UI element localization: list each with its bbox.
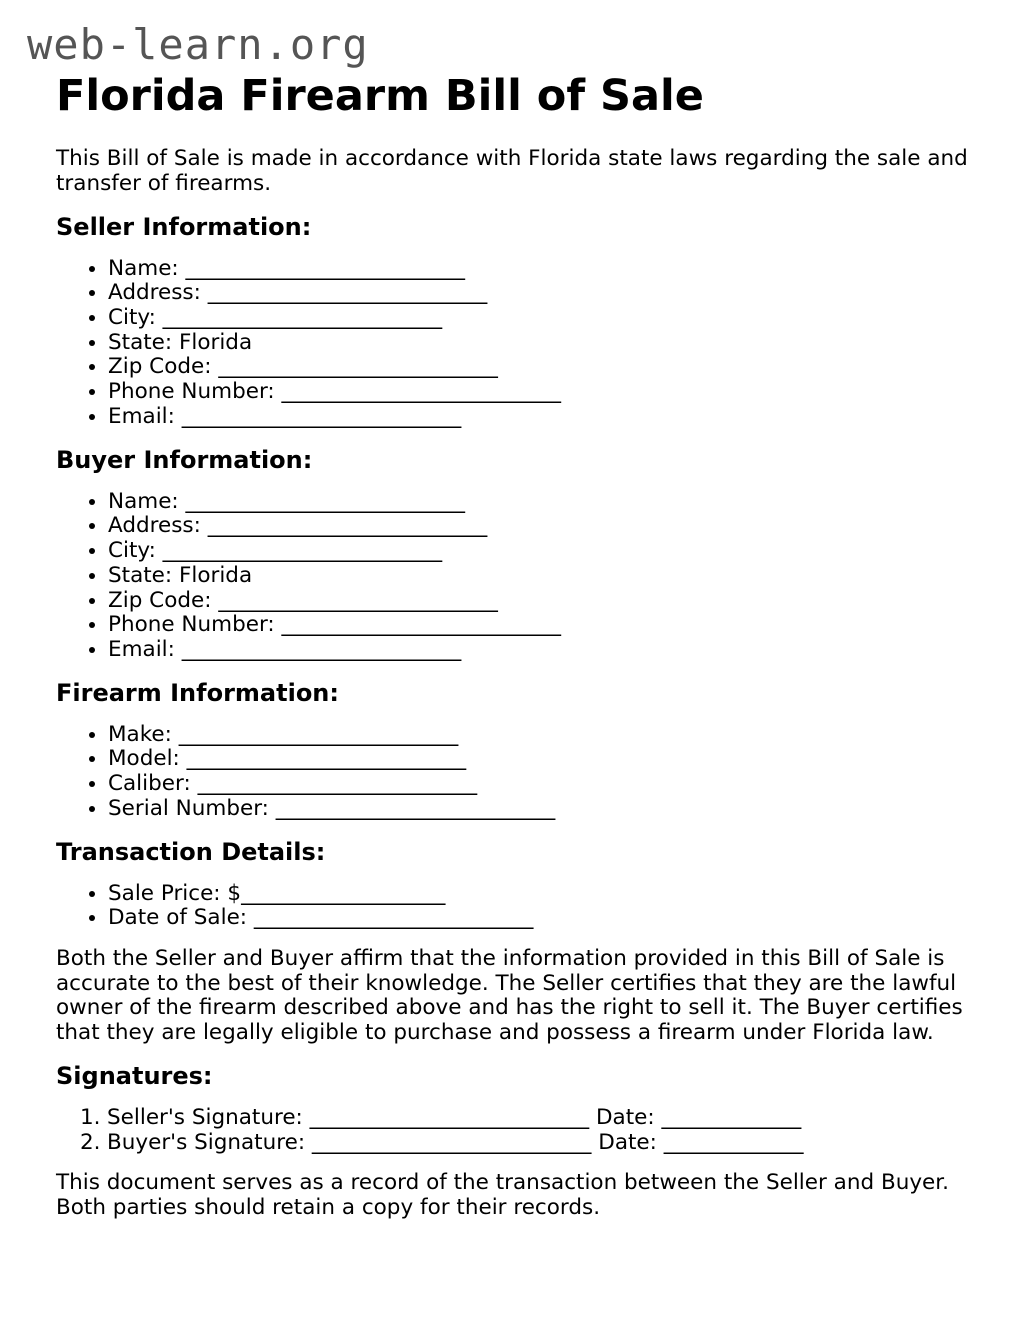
field-label: Zip Code: [108, 587, 212, 613]
signature-label: Seller's Signature: [107, 1104, 303, 1130]
field-label: Caliber: [108, 771, 191, 797]
field-label: State: [108, 329, 173, 355]
field-item [108, 747, 969, 772]
section-heading: Transaction Details: [56, 837, 326, 866]
field-label: Zip Code: [108, 354, 212, 380]
field-item [108, 281, 969, 306]
field-item [108, 514, 969, 539]
field-list [56, 490, 969, 663]
field-blank-line: __________________________ [178, 721, 459, 747]
field-blank-line: __________________________ [186, 746, 467, 772]
signature-blank-line: __________________________ [311, 1129, 592, 1155]
field-item [108, 490, 969, 515]
field-label: Phone Number: [108, 379, 275, 405]
intro-paragraph: This Bill of Sale is made in accordance with Florida state laws regarding the sale and transfer of firearms. [56, 146, 968, 196]
field-label: Email: [108, 636, 175, 662]
field-label: Date of Sale: [108, 905, 248, 931]
field-blank-line: __________________________ [207, 513, 488, 539]
date-label: Date: [596, 1104, 655, 1130]
field-item [108, 405, 969, 430]
field-item [108, 613, 969, 638]
field-blank-line: __________________________ [162, 305, 443, 331]
sections-main [56, 213, 969, 931]
form-section [56, 446, 969, 663]
field-label: Model: [108, 746, 180, 772]
field-blank-line: __________________________ [181, 403, 462, 429]
section-heading: Signatures: [56, 1061, 213, 1090]
field-label: Sale Price: [108, 880, 221, 906]
field-blank-line: __________________________ [218, 354, 498, 380]
affirmation-paragraph: Both the Seller and Buyer affirm that the information provided in this Bill of Sale is accurate to the best of their knowledge. The Seller certifies that they are the lawful owner of the firearm described above and has the right to sell it. The Buyer certifies that they are legally eligible to purchase and possess a firearm under Florida law. [56, 945, 963, 1046]
field-item [108, 539, 969, 564]
field-list [56, 882, 969, 931]
field-item [108, 589, 969, 614]
field-item [108, 638, 969, 663]
field-item [108, 882, 969, 907]
page-title: Florida Firearm Bill of Sale [56, 71, 704, 122]
field-label: Name: [108, 488, 179, 514]
field-list [56, 257, 969, 430]
signature-number: 1. [80, 1104, 101, 1130]
field-label: Email: [108, 403, 175, 429]
site-logo: web-learn.org [27, 20, 369, 69]
date-blank-line: _____________ [663, 1129, 804, 1155]
field-label: Serial Number: [108, 795, 269, 821]
field-blank-line: __________________________ [197, 771, 478, 797]
field-item [108, 772, 969, 797]
signature-list [56, 1106, 969, 1155]
field-item [108, 723, 969, 748]
field-item [108, 906, 969, 931]
field-item [108, 355, 969, 380]
field-label: Make: [108, 721, 172, 747]
field-label: Address: [108, 280, 201, 306]
field-blank-line: __________________________ [281, 612, 562, 638]
signatures-section [56, 1062, 969, 1155]
field-list [56, 723, 969, 822]
field-blank-line: $___________________ [227, 880, 446, 906]
date-blank-line: _____________ [661, 1104, 802, 1130]
field-item [108, 564, 969, 589]
field-item [108, 380, 969, 405]
signature-label: Buyer's Signature: [107, 1129, 306, 1155]
field-item [108, 797, 969, 822]
form-section [56, 213, 969, 430]
field-blank-line: __________________________ [185, 488, 466, 514]
sections-signatures [56, 1062, 969, 1155]
signature-blank-line: __________________________ [309, 1104, 590, 1130]
field-value: Florida [179, 329, 253, 355]
field-label: Name: [108, 255, 179, 281]
form-section [56, 679, 969, 822]
field-blank-line: __________________________ [162, 538, 443, 564]
signature-number: 2. [80, 1129, 101, 1155]
field-blank-line: __________________________ [275, 795, 556, 821]
field-blank-line: __________________________ [281, 379, 562, 405]
section-heading: Seller Information: [56, 212, 312, 241]
footer-paragraph: This document serves as a record of the transaction between the Seller and Buyer. Both parties should retain a copy for their records. [56, 1170, 949, 1221]
field-label: State: [108, 562, 173, 588]
field-value: Florida [179, 562, 253, 588]
field-label: City: [108, 538, 156, 564]
field-label: City: [108, 305, 156, 331]
section-heading: Firearm Information: [56, 678, 339, 707]
signature-item [80, 1131, 969, 1156]
document-content [0, 71, 1025, 1221]
field-item [108, 257, 969, 282]
signature-item [80, 1106, 969, 1131]
field-label: Address: [108, 513, 201, 539]
form-section [56, 838, 969, 931]
field-label: Phone Number: [108, 612, 275, 638]
field-blank-line: __________________________ [218, 587, 498, 613]
field-blank-line: __________________________ [253, 905, 534, 931]
field-item [108, 331, 969, 356]
field-blank-line: __________________________ [207, 280, 488, 306]
date-label: Date: [598, 1129, 657, 1155]
field-blank-line: __________________________ [181, 636, 462, 662]
field-blank-line: __________________________ [185, 255, 466, 281]
section-heading: Buyer Information: [56, 445, 313, 474]
field-item [108, 306, 969, 331]
